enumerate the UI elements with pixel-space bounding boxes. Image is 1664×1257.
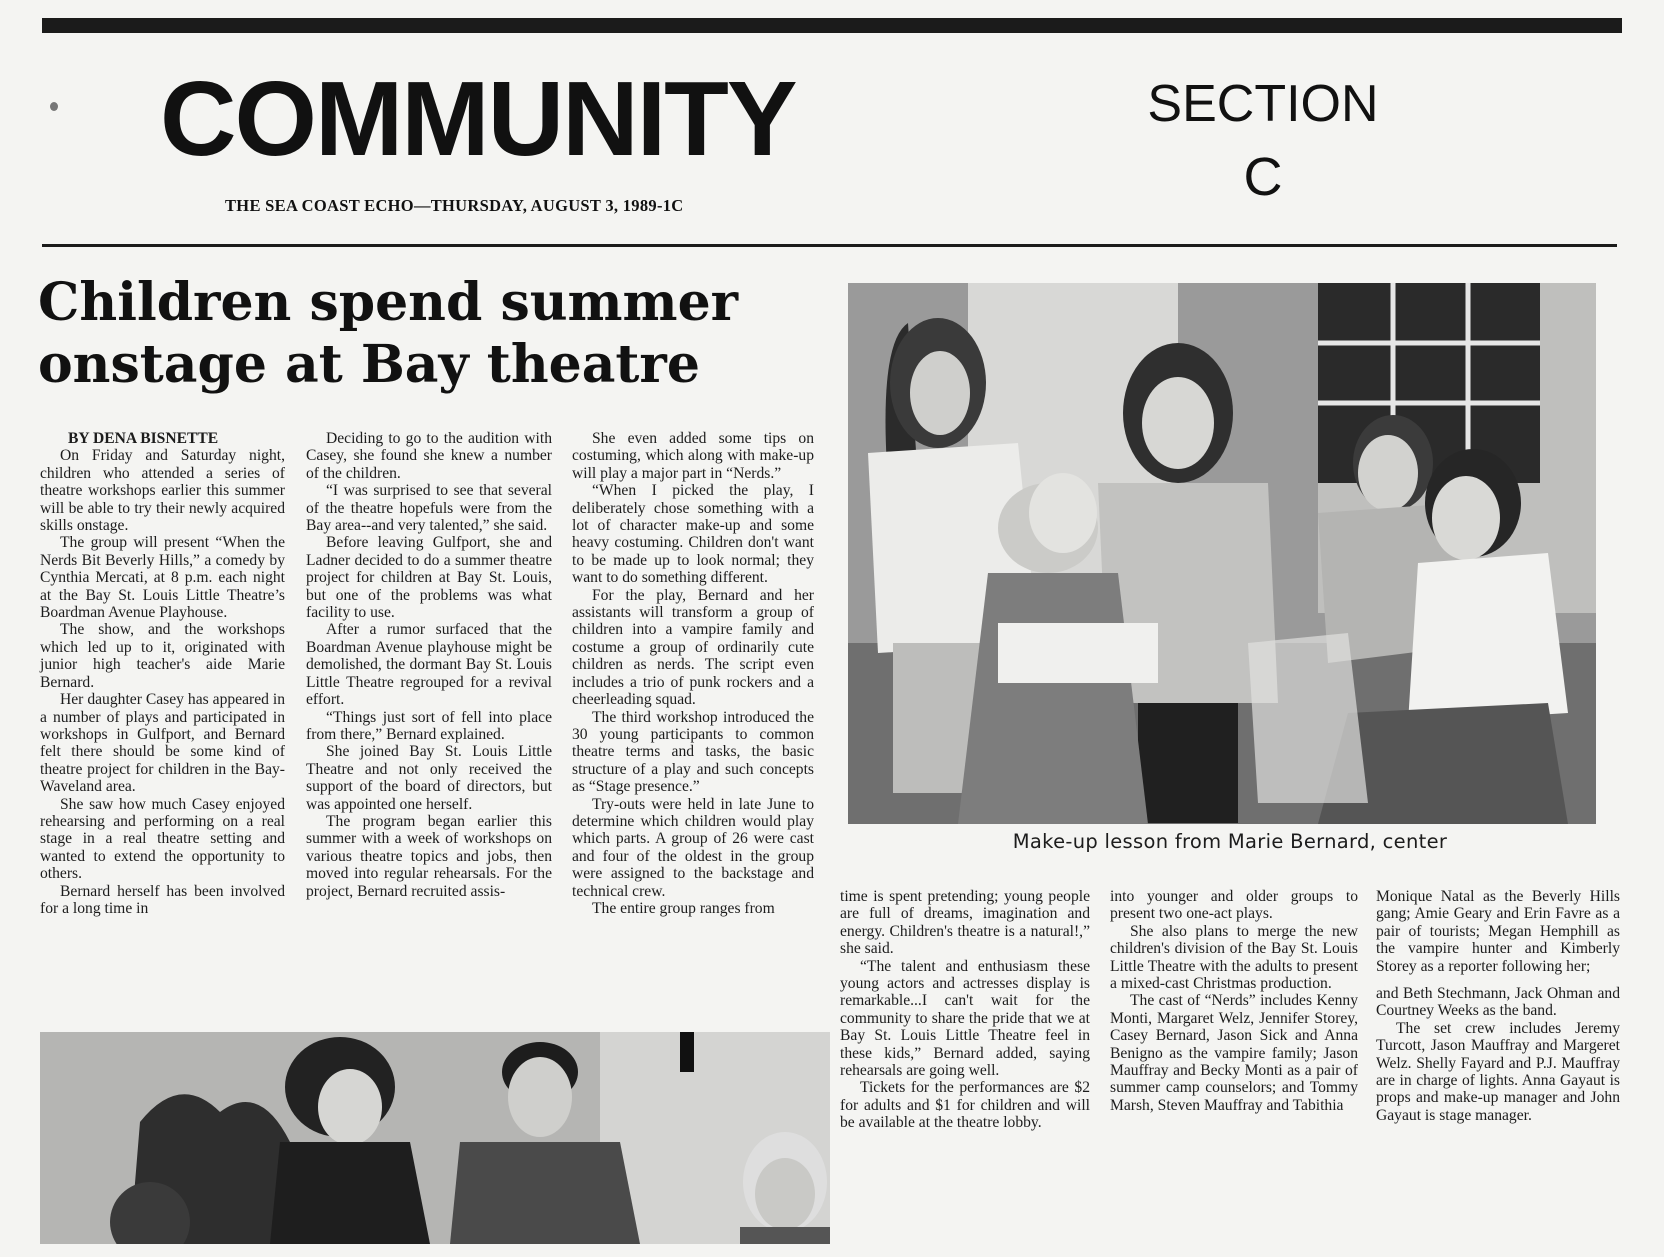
paragraph: “Things just sort of fell into place from there,” Bernard explained.: [306, 708, 552, 743]
header-rule: [42, 244, 1617, 247]
paragraph: The cast of “Nerds” includes Kenny Monti, Margaret Welz, Jennifer Storey, Casey Bernard, Jason Sick and Anna Benigno as the vampire family; Jason Mauffray and Becky Monti as a pair of summer camp counselors; and Tommy Marsh, Steven Mauffray and Tabithia: [1110, 992, 1358, 1114]
article-column-3: [572, 430, 814, 917]
paragraph: Bernard herself has been involved for a long time in: [40, 882, 285, 917]
paragraph: into younger and older groups to present two one-act plays.: [1110, 888, 1358, 923]
article-column-6: [1376, 888, 1620, 1124]
paragraph: The show, and the workshops which led up to it, originated with junior high teacher's aide Marie Bernard.: [40, 621, 285, 691]
margin-speck: [50, 102, 58, 111]
article-column-5: [1110, 888, 1358, 1114]
paragraph: Monique Natal as the Beverly Hills gang; Amie Geary and Erin Favre as a pair of tourists; Megan Hemphill as the vampire hunter and Kimberly Storey as a reporter following her;: [1376, 888, 1620, 975]
article-column-4: [840, 888, 1090, 1132]
paragraph: “I was surprised to see that several of the theatre hopefuls were from the Bay area--and very talented,” she said.: [306, 482, 552, 535]
paragraph: The group will present “When the Nerds Bit Beverly Hills,” a comedy by Cynthia Mercati, at 8 p.m. each night at the Bay St. Louis Little Theatre’s Boardman Avenue Playhouse.: [40, 534, 285, 622]
paragraph: Try-outs were held in late June to determine which children would play which parts. A group of 26 were cast and four of the oldest in the group were assigned to the backstage and technical crew.: [572, 795, 814, 900]
article-column-1: [40, 430, 285, 917]
paragraph: She also plans to merge the new children's division of the Bay St. Louis Little Theatre with the adults to present a mixed-cast Christmas production.: [1110, 922, 1358, 993]
paragraph: She even added some tips on costuming, which along with make-up will play a major part in “Nerds.”: [572, 430, 814, 482]
paragraph: On Friday and Saturday night, children who attended a series of theatre workshops earlier this summer will be able to try their newly acquired skills onstage.: [40, 447, 285, 535]
paragraph: For the play, Bernard and her assistants will transform a group of children into a vampire family and costume a group of ordinarily cute children as nerds. The script even includes a trio of punk rockers and a cheerleading squad.: [572, 586, 814, 709]
article-headline: Children spend summer onstage at Bay theatre: [38, 272, 739, 396]
paragraph: She joined Bay St. Louis Little Theatre and not only received the support of the board of directors, but was appointed one herself.: [306, 743, 552, 813]
paragraph: Deciding to go to the audition with Casey, she found she knew a number of the children.: [306, 430, 552, 482]
paragraph: Tickets for the performances are $2 for adults and $1 for children and will be available at the theatre lobby.: [840, 1079, 1090, 1132]
paragraph: The set crew includes Jeremy Turcott, Jason Mauffray and Margeret Welz. Shelly Fayard and P.J. Mauffray are in charge of lights. Anna Gayaut is props and make-up manager and John Gayaut is stage manager.: [1376, 1019, 1620, 1124]
main-photo-caption: Make-up lesson from Marie Bernard, center: [1012, 830, 1448, 853]
paragraph: She saw how much Casey enjoyed rehearsing and performing on a real stage in a real theatre setting and wanted to extend the opportunity to others.: [40, 795, 285, 883]
paragraph: time is spent pretending; young people are full of dreams, imagination and energy. Children's theatre is a natural!,” she said.: [840, 888, 1090, 958]
section-letter: C: [1243, 147, 1283, 207]
paragraph: Her daughter Casey has appeared in a number of plays and participated in workshops in Gulfport, and Bernard felt there should be some kind of theatre project for children in the Bay-Waveland area.: [40, 691, 285, 796]
paragraph: “When I picked the play, I deliberately chose something with a lot of character make-up and some heavy costuming. Children don't want to be made up to look normal; they want to do something different.: [572, 482, 814, 587]
paragraph: “The talent and enthusiasm these young actors and actresses display is remarkable...I can't wait for the community to share the pride that we at Bay St. Louis Little Theatre feel in these kids,” Bernard added, saying rehearsals are going well.: [840, 957, 1090, 1080]
top-rule: [42, 18, 1622, 33]
dateline: THE SEA COAST ECHO—THURSDAY, AUGUST 3, 1989-1C: [225, 196, 684, 215]
cast-photo: [40, 1032, 830, 1244]
paragraph: The entire group ranges from: [592, 899, 775, 917]
section-masthead: COMMUNITY: [160, 60, 796, 178]
paragraph: The program began earlier this summer with a week of workshops on various theatre topics and jobs, then moved into regular rehearsals. For the project, Bernard recruited assis-: [306, 812, 552, 900]
article-column-2: [306, 430, 552, 900]
paragraph: After a rumor surfaced that the Boardman Avenue playhouse might be demolished, the dormant Bay St. Louis Little Theatre regrouped for a revival effort.: [306, 621, 552, 709]
byline: BY DENA BISNETTE: [68, 430, 219, 447]
paragraph: The third workshop introduced the 30 young participants to common theatre terms and tasks, the basic structure of a play and such concepts as “Stage presence.”: [572, 708, 814, 796]
main-photo: [848, 283, 1596, 824]
paragraph: Before leaving Gulfport, she and Ladner decided to do a summer theatre project for children at Bay St. Louis, but one of the problems was what facility to use.: [306, 534, 552, 622]
paragraph: and Beth Stechmann, Jack Ohman and Courtney Weeks as the band.: [1376, 985, 1620, 1020]
section-label: SECTION: [1147, 75, 1379, 133]
